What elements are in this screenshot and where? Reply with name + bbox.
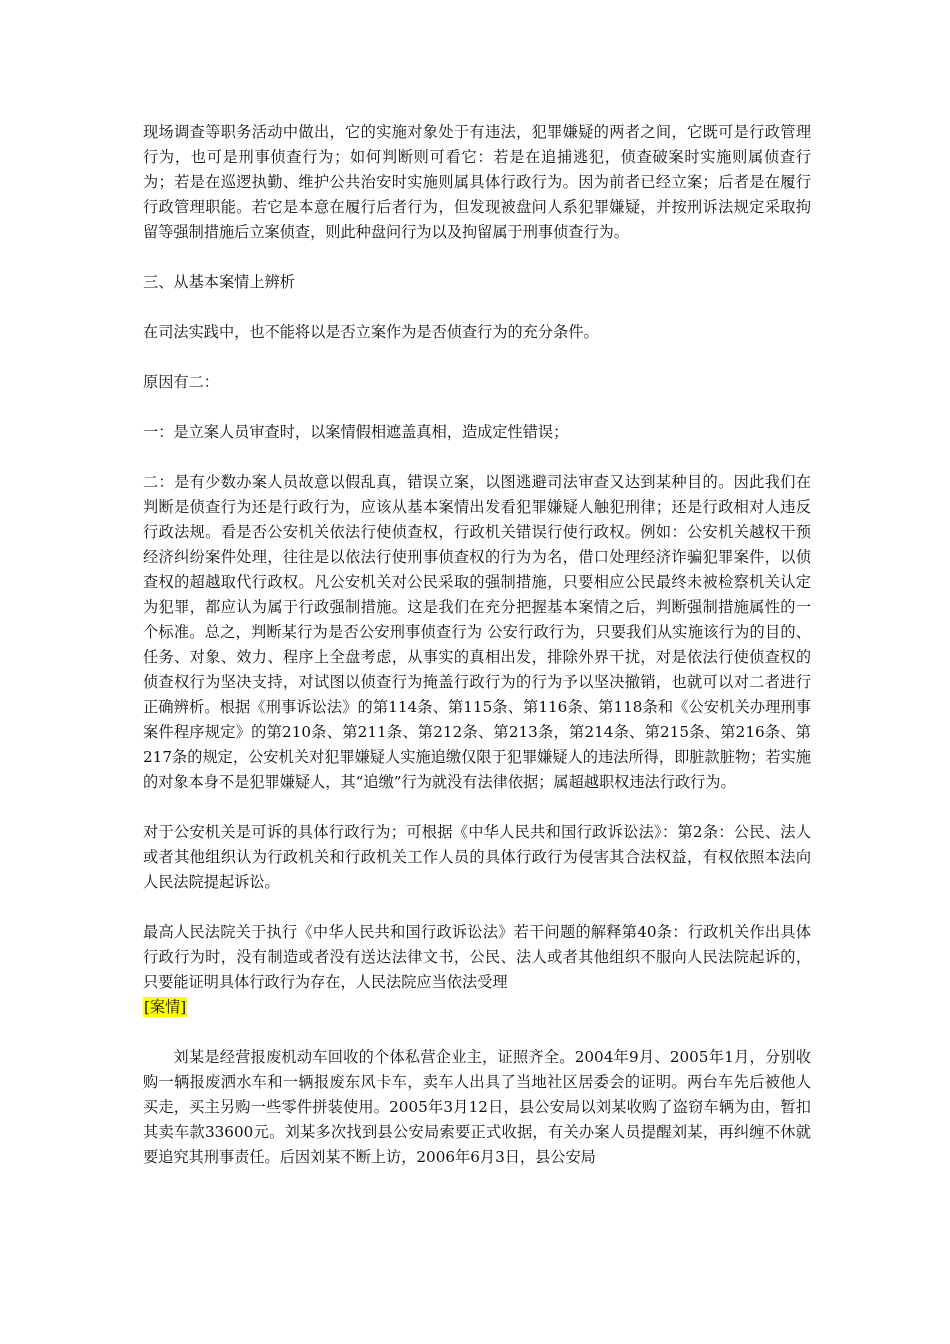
paragraph-litigable-act: 对于公安机关是可诉的具体行政行为；可根据《中华人民共和国行政诉讼法》：第2条：公民、法人或者其他组织认为行政机关和行政机关工作人员的具体行政行为侵害其合法权益，有权依照本法向人民法院提起诉讼。: [143, 823, 811, 891]
paragraph-two-reasons: 原因有二：: [143, 373, 219, 391]
paragraph-case-facts: 刘某是经营报废机动车回收的个体私营企业主，证照齐全。2004年9月、2005年1月，分别收购一辆报废洒水车和一辆报废东风卡车，卖车人出具了当地社区居委会的证明。两台车先后被他人买走，买主另购一些零件拼装使用。2005年3月12日，县公安局以刘某收购了盗窃车辆为由，暂扣其卖车款33600元。刘某多次找到县公安局索要正式收据，有关办案人员提醒刘某，再纠缠不休就要追究其刑事责任。后因刘某不断上访，2006年6月3日，县公安局: [143, 1048, 811, 1166]
paragraph-filing-not-sufficient: 在司法实践中，也不能将以是否立案作为是否侦查行为的充分条件。: [143, 323, 599, 341]
paragraph-investigation-nature: 现场调查等职务活动中做出，它的实施对象处于有违法，犯罪嫌疑的两者之间，它既可是行政管理行为，也可是刑事侦查行为；如何判断则可看它：若是在追捕逃犯，侦查破案时实施则属侦查行为；若是在巡逻执勤、维护公共治安时实施则属具体行政行为。因为前者已经立案；后者是在履行行政管理职能。若它是本意在履行后者行为，但发现被盘问人系犯罪嫌疑，并按刑诉法规定采取拘留等强制措施后立案侦查，则此种盘问行为以及拘留属于刑事侦查行为。: [143, 123, 811, 241]
paragraph-judicial-interpretation: 最高人民法院关于执行《中华人民共和国行政诉讼法》若干问题的解释第40条：行政机关作出具体行政行为时，没有制造或者没有送达法律文书，公民、法人或者其他组织不服向人民法院起诉的，只要能证明具体行政行为存在，人民法院应当依法受理: [143, 923, 811, 991]
paragraph-reason-one: 一：是立案人员审查时，以案情假相遮盖真相，造成定性错误；: [143, 423, 569, 441]
paragraph-reason-two: 二：是有少数办案人员故意以假乱真，错误立案，以图逃避司法审查又达到某种目的。因此我们在判断是侦查行为还是行政行为，应该从基本案情出发看犯罪嫌疑人触犯刑律；还是行政相对人违反行政法规。看是否公安机关依法行使侦查权，行政机关错误行使行政权。例如：公安机关越权干预经济纠纷案件处理，往往是以依法行使刑事侦查权的行为为名，借口处理经济诈骗犯罪案件，以侦查权的超越取代行政权。凡公安机关对公民采取的强制措施，只要相应公民最终未被检察机关认定为犯罪，都应认为属于行政强制措施。这是我们在充分把握基本案情之后，判断强制措施属性的一个标准。总之，判断某行为是否公安刑事侦查行为 公安行政行为，只要我们从实施该行为的目的、任务、对象、效力、程序上全盘考虑，从事实的真相出发，排除外界干扰，对是依法行使侦查权的侦查权行为坚决支持，对试图以侦查行为掩盖行政行为的行为予以坚决撤销，也就可以对二者进行正确辨析。根据《刑事诉讼法》的第114条、第115条、第116条、第118条和《公安机关办理刑事案件程序规定》的第210条、第211条、第212条、第213条，第214条、第215条、第216条、第217条的规定，公安机关对犯罪嫌疑人实施追缴仅限于犯罪嫌疑人的违法所得，即脏款脏物；若实施的对象本身不是犯罪嫌疑人，其“追缴”行为就没有法律依据；属超越职权违法行政行为。: [143, 473, 811, 791]
section-heading-3: 三、从基本案情上辨析: [143, 273, 295, 291]
case-label: [143, 995, 811, 1020]
document-page: [143, 120, 811, 1170]
case-label-highlight: [案情]: [144, 998, 187, 1016]
